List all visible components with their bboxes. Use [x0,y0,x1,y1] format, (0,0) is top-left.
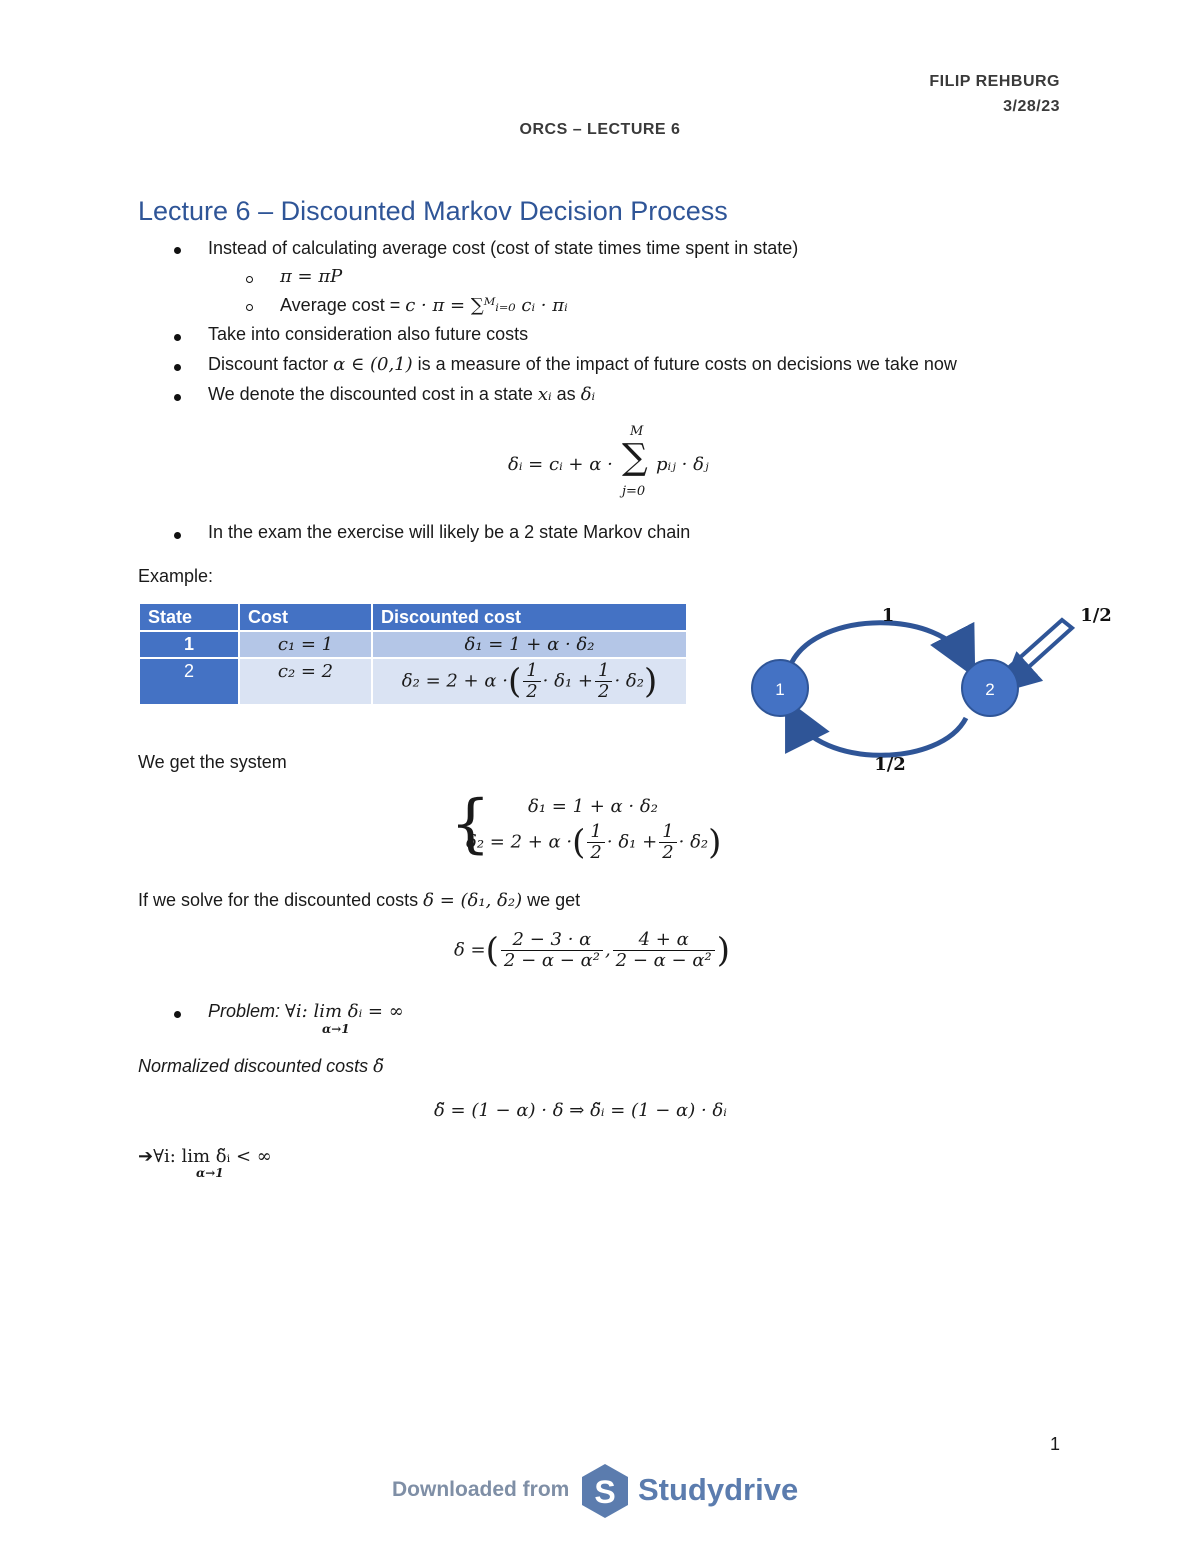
col-header-cost: Cost [240,604,371,630]
disc2-term1: · δ₁ + [542,670,593,692]
average-cost-formula: c · π = ∑ᴹᵢ₌₀ cᵢ · πᵢ [405,295,568,316]
table-row [140,659,686,704]
bullet-future-costs: Take into consideration also future costs [208,324,529,344]
sum-lower: j=0 [622,484,646,499]
denote-text-pre: We denote the discounted cost in a state [208,384,538,404]
edge-bottom-label: 1/2 [874,754,906,775]
bullet-average-cost: Instead of calculating average cost (cost of state times time spent in state) [208,238,799,258]
bullet-dot [174,1011,181,1018]
solution-formula: δ =( $\frac{2 - 3 \cdot \alpha}{\text{2 − α − α²}}$ , $\frac{4 + \alpha}{\text{2 − α − α²}}$ ) [454,929,730,971]
svg-text:S: S [594,1474,616,1510]
cell-cost: c₂ = 2 [240,659,371,704]
author-name: FILIP REHBURG [929,73,1060,90]
discount-text-post: is a measure of the impact of future costs on decisions we take now [412,354,957,374]
average-cost-label: Average cost = [280,295,406,315]
average-cost-line [280,295,568,316]
state-symbol: xᵢ [537,384,552,405]
sub-bullet-dot [246,276,253,283]
studydrive-brand: Studydrive [638,1472,799,1507]
disc2-term2: · δ₂ [614,670,644,692]
cell-state: 2 [140,659,238,704]
denote-text-mid: as [551,384,581,404]
edge-1-to-2 [792,623,966,662]
fraction-half: $\frac{1}{2}$ [587,822,604,863]
example-table [138,602,688,706]
cell-state: 1 [140,632,238,657]
downloaded-from: Downloaded from [392,1478,570,1501]
bullet-dot [174,247,181,254]
solve-line: If we solve for the discounted costs δ = (δ₁, δ₂) we get [138,890,581,911]
markov-chain-diagram [740,600,1120,780]
sum-upper: M [630,424,644,439]
bullet-dot [174,364,181,371]
system-eq2: δ₂ = 2 + α ·( $\frac{1}{2}$ · δ₁ + $\frac{1}{2}$ · δ₂) [466,821,722,863]
edge-self-label: 1/2 [1080,605,1112,626]
fraction-half: $\frac{1}{2}$ [595,661,612,702]
normalized-label-line: Normalized discounted costs δ̃ [138,1056,384,1077]
page-title: Lecture 6 – Discounted Markov Decision Process [138,196,728,226]
limit-subscript: α→1 [196,1166,224,1180]
bullet-denote [208,384,595,405]
normalized-equation: δ̃ = (1 − α) · δ ⇒ δ̃ᵢ = (1 − α) · δᵢ [434,1100,727,1121]
bullet-dot [174,532,181,539]
table-row [140,632,686,657]
example-label: Example: [138,566,214,586]
edge-top-label: 1 [881,605,895,626]
limit-subscript: α→1 [322,1022,350,1036]
fraction-delta1: $\frac{2 - 3 \cdot \alpha}{\text{2 − α − α²}}$ [501,930,603,971]
course-title: ORCS – LECTURE 6 [519,121,681,138]
system-brace: { [450,787,491,861]
stationary-equation: π = πP [280,266,343,287]
fraction-delta2: $\frac{4 + \alpha}{\text{2 − α − α²}}$ [613,930,715,971]
studydrive-logo-icon [580,1462,630,1520]
node-2-label: 2 [985,680,995,699]
sub-bullet-dot [246,304,253,311]
node-1-label: 1 [775,680,785,699]
problem-line: Problem: ∀i: lim δᵢ = ∞ [208,1001,404,1022]
fraction-half: $\frac{1}{2}$ [659,822,676,863]
system-label: We get the system [138,752,287,772]
disc2-pre: δ₂ = 2 + α · [401,670,508,692]
fraction-half: $\frac{1}{2}$ [523,661,540,702]
bullet-dot [174,334,181,341]
delta-symbol: δᵢ [580,384,596,405]
discount-range: α ∈ (0,1) [333,354,413,375]
system-eq1: δ₁ = 1 + α · δ₂ [528,796,658,817]
bullet-dot [174,394,181,401]
col-header-discounted: Discounted cost [373,604,686,630]
formula-lhs: δᵢ = cᵢ + α · [508,454,613,475]
bullet-discount-factor [208,354,957,375]
page-number: 1 [1049,1434,1060,1454]
self-loop-2 [1006,620,1072,682]
conclusion-line: ➔∀i: lim δ̃ᵢ < ∞ [138,1146,272,1167]
cell-discounted: δ₂ = 2 + α ·( $\frac{1}{2}$ · δ₁ + $\frac{1}{2}$ · δ₂) [373,659,686,704]
col-header-state: State [140,604,238,630]
edge-2-to-1 [794,716,966,755]
sum-symbol: ∑ [622,437,648,478]
date: 3/28/23 [1003,98,1060,115]
cell-discounted: δ₁ = 1 + α · δ₂ [373,632,686,657]
discount-text-pre: Discount factor [208,354,334,374]
formula-rhs: pᵢⱼ · δⱼ [656,454,709,475]
cell-cost: c₁ = 1 [240,632,371,657]
bullet-exam: In the exam the exercise will likely be a 2 state Markov chain [208,522,691,542]
